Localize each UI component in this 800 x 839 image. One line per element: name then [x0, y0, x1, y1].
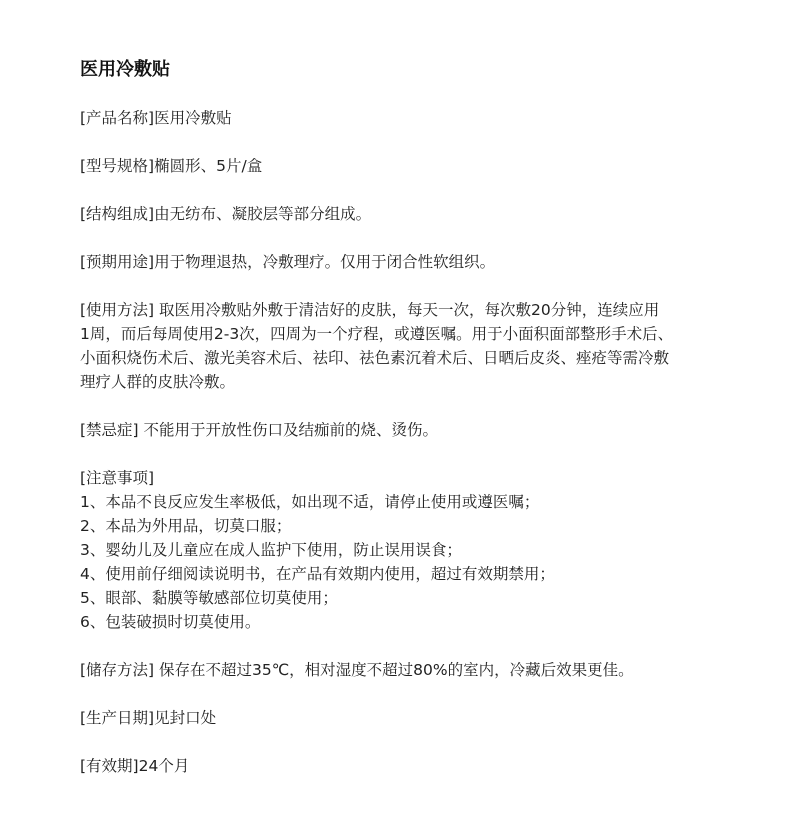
- contraindication-label: [禁忌症]: [80, 421, 139, 439]
- purpose-value: 用于物理退热，冷敷理疗。仅用于闭合性软组织。: [154, 253, 496, 271]
- product-name-value: 医用冷敷贴: [154, 109, 232, 127]
- spec-value: 椭圆形、5片/盒: [154, 157, 263, 175]
- production-date-label: [生产日期]: [80, 709, 155, 727]
- section-usage: [80, 298, 740, 394]
- section-spec: [80, 154, 740, 178]
- section-precautions: [80, 466, 740, 634]
- precaution-item: 6、包装破损时切莫使用。: [80, 613, 261, 631]
- usage-line-4: 理疗人群的皮肤冷敷。: [80, 373, 236, 391]
- product-name-label: [产品名称]: [80, 109, 155, 127]
- section-storage: [80, 658, 740, 682]
- section-structure: [80, 202, 740, 226]
- contraindication-value: 不能用于开放性伤口及结痂前的烧、烫伤。: [138, 421, 439, 439]
- usage-line-3: 小面积烧伤术后、激光美容术后、祛印、祛色素沉着术后、日晒后皮炎、痤疮等需冷敷: [80, 349, 670, 367]
- storage-value: 保存在不超过35℃，相对湿度不超过80%的室内，冷藏后效果更佳。: [154, 661, 634, 679]
- structure-value: 由无纺布、凝胶层等部分组成。: [154, 205, 372, 223]
- precautions-label: [注意事项]: [80, 469, 155, 487]
- section-purpose: [80, 250, 740, 274]
- precaution-item: 4、使用前仔细阅读说明书，在产品有效期内使用，超过有效期禁用；: [80, 565, 555, 583]
- section-product-name: [80, 106, 740, 130]
- storage-label: [储存方法]: [80, 661, 155, 679]
- precaution-item: 1、本品不良反应发生率极低，如出现不适，请停止使用或遵医嘱；: [80, 493, 540, 511]
- expiry-value: 24个月: [138, 757, 190, 775]
- spec-label: [型号规格]: [80, 157, 155, 175]
- usage-line-1: [80, 298, 740, 322]
- section-contraindication: [80, 418, 740, 442]
- usage-line-2: 1周，而后每周使用2-3次，四周为一个疗程，或遵医嘱。用于小面积面部整形手术后、: [80, 325, 674, 343]
- precaution-item: 2、本品为外用品，切莫口服；: [80, 517, 292, 535]
- section-expiry: [80, 754, 740, 778]
- precaution-item: 3、婴幼儿及儿童应在成人监护下使用，防止误用误食；: [80, 541, 462, 559]
- document-title: 医用冷敷贴: [80, 59, 170, 80]
- precaution-item: 5、眼部、黏膜等敏感部位切莫使用；: [80, 589, 338, 607]
- structure-label: [结构组成]: [80, 205, 155, 223]
- purpose-label: [预期用途]: [80, 253, 155, 271]
- section-production-date: [80, 706, 740, 730]
- expiry-label: [有效期]: [80, 757, 139, 775]
- production-date-value: 见封口处: [154, 709, 217, 727]
- usage-label: [使用方法]: [80, 301, 155, 319]
- usage-text: 取医用冷敷贴外敷于清洁好的皮肤，每天一次，每次敷20分钟，连续应用: [154, 301, 660, 319]
